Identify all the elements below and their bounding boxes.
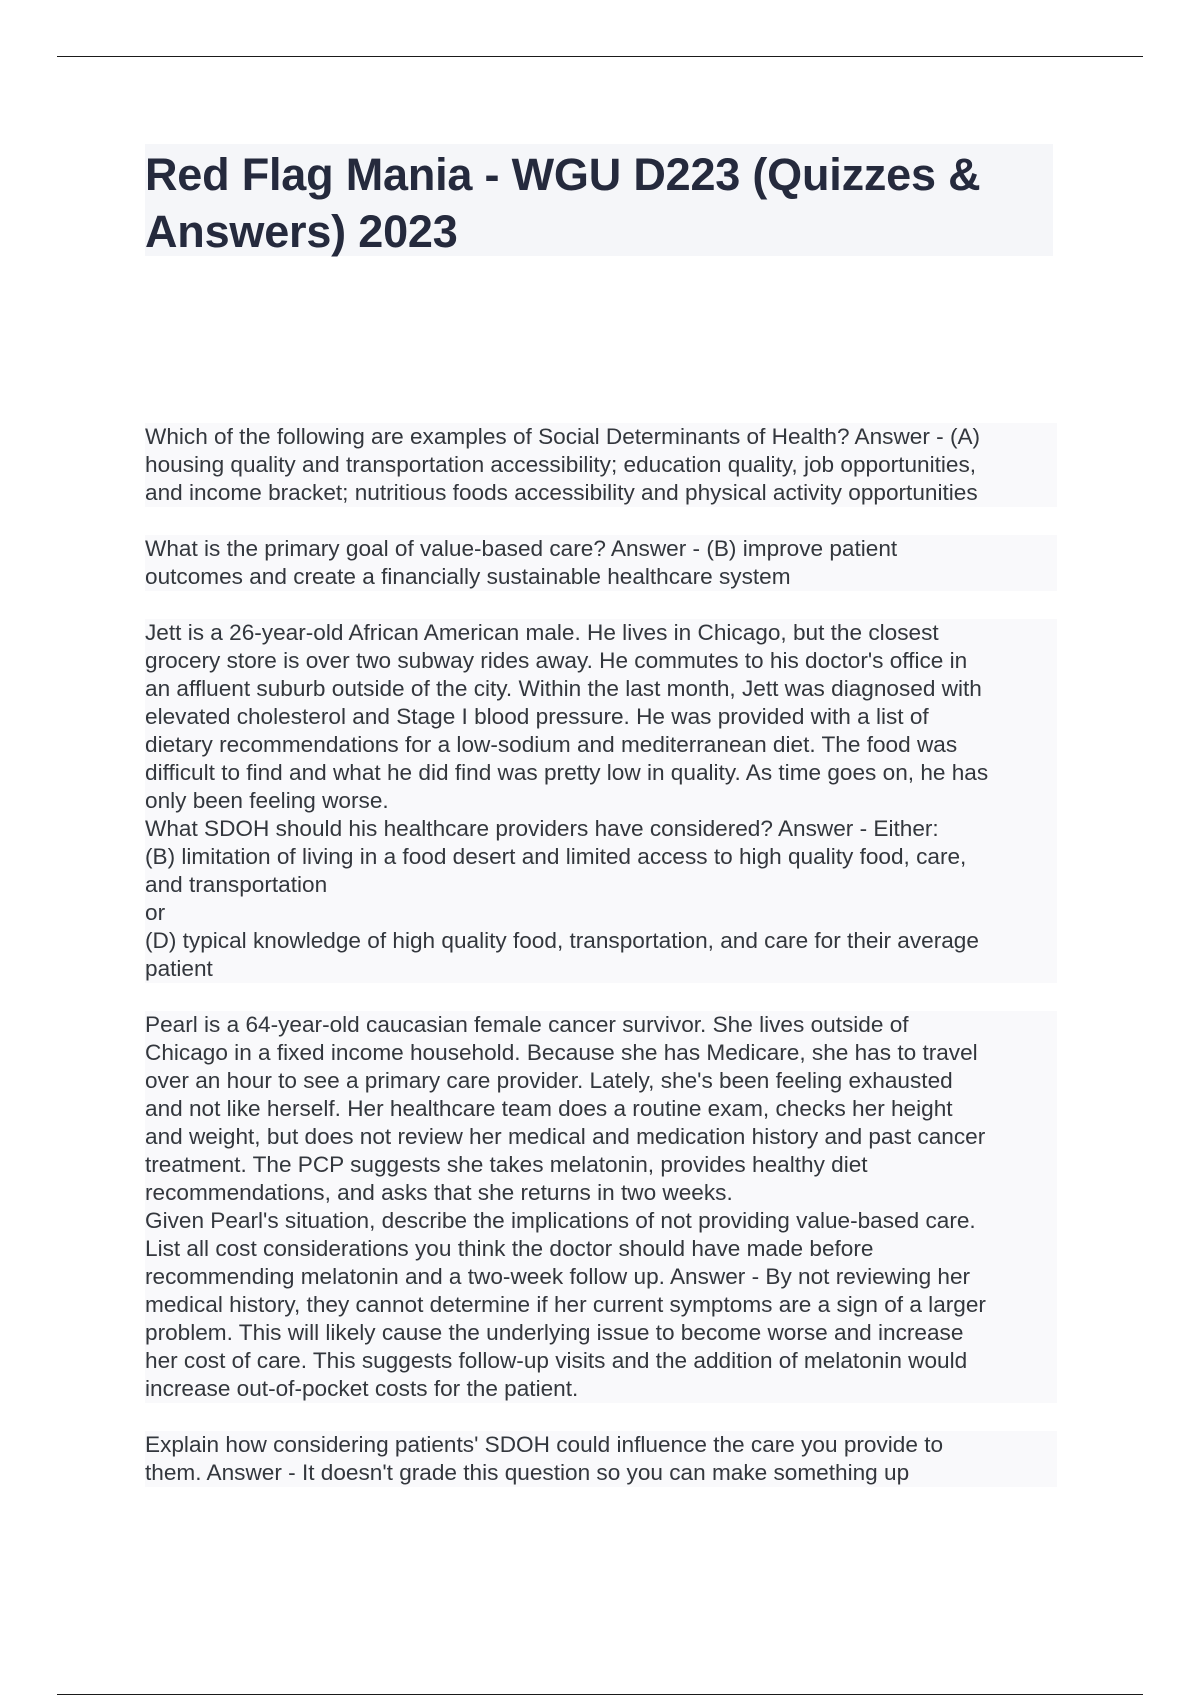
title-block	[145, 144, 1053, 256]
document-title: Red Flag Mania - WGU D223 (Quizzes & Answers) 2023	[145, 149, 981, 257]
document-body	[145, 423, 1057, 1487]
qa-paragraph-value-based-care-goal: What is the primary goal of value-based care? Answer - (B) improve patient outcomes and create a financially sustainable healthcare system	[145, 535, 1057, 591]
header-rule	[57, 56, 1143, 57]
qa-paragraph-pearl-case: Pearl is a 64-year-old caucasian female cancer survivor. She lives outside of Chicago in a fixed income household. Because she has Medicare, she has to travel over an hour to see a primary care provider. Lately, she's been feeling exhausted and not like herself. Her healthcare team does a routine exam, checks her height and weight, but does not review her medical and medication history and past cancer treatment. The PCP suggests she takes melatonin, provides healthy diet recommendations, and asks that she returns in two weeks. Given Pearl's situation, describe the implications of not providing value-based care. List all cost considerations you think the doctor should have made before recommending melatonin and a two-week follow up. Answer - By not reviewing her medical history, they cannot determine if her current symptoms are a sign of a larger problem. This will likely cause the underlying issue to become worse and increase her cost of care. This suggests follow-up visits and the addition of melatonin would increase out-of-pocket costs for the patient.	[145, 1011, 1057, 1403]
qa-paragraph-sdoh-influence: Explain how considering patients' SDOH could influence the care you provide to them. Answer - It doesn't grade this question so you can make something up	[145, 1431, 1057, 1487]
qa-paragraph-sdoh-examples: Which of the following are examples of Social Determinants of Health? Answer - (A) housing quality and transportation accessibility; education quality, job opportunities, and income bracket; nutritious foods accessibility and physical activity opportunities	[145, 423, 1057, 507]
qa-paragraph-jett-case: Jett is a 26-year-old African American male. He lives in Chicago, but the closest grocery store is over two subway rides away. He commutes to his doctor's office in an affluent suburb outside of the city. Within the last month, Jett was diagnosed with elevated cholesterol and Stage I blood pressure. He was provided with a list of dietary recommendations for a low-sodium and mediterranean diet. The food was difficult to find and what he did find was pretty low in quality. As time goes on, he has only been feeling worse. What SDOH should his healthcare providers have considered? Answer - Either: (B) limitation of living in a food desert and limited access to high quality food, care, and transportation or (D) typical knowledge of high quality food, transportation, and care for their average patient	[145, 619, 1057, 983]
footer-rule	[57, 1694, 1143, 1695]
